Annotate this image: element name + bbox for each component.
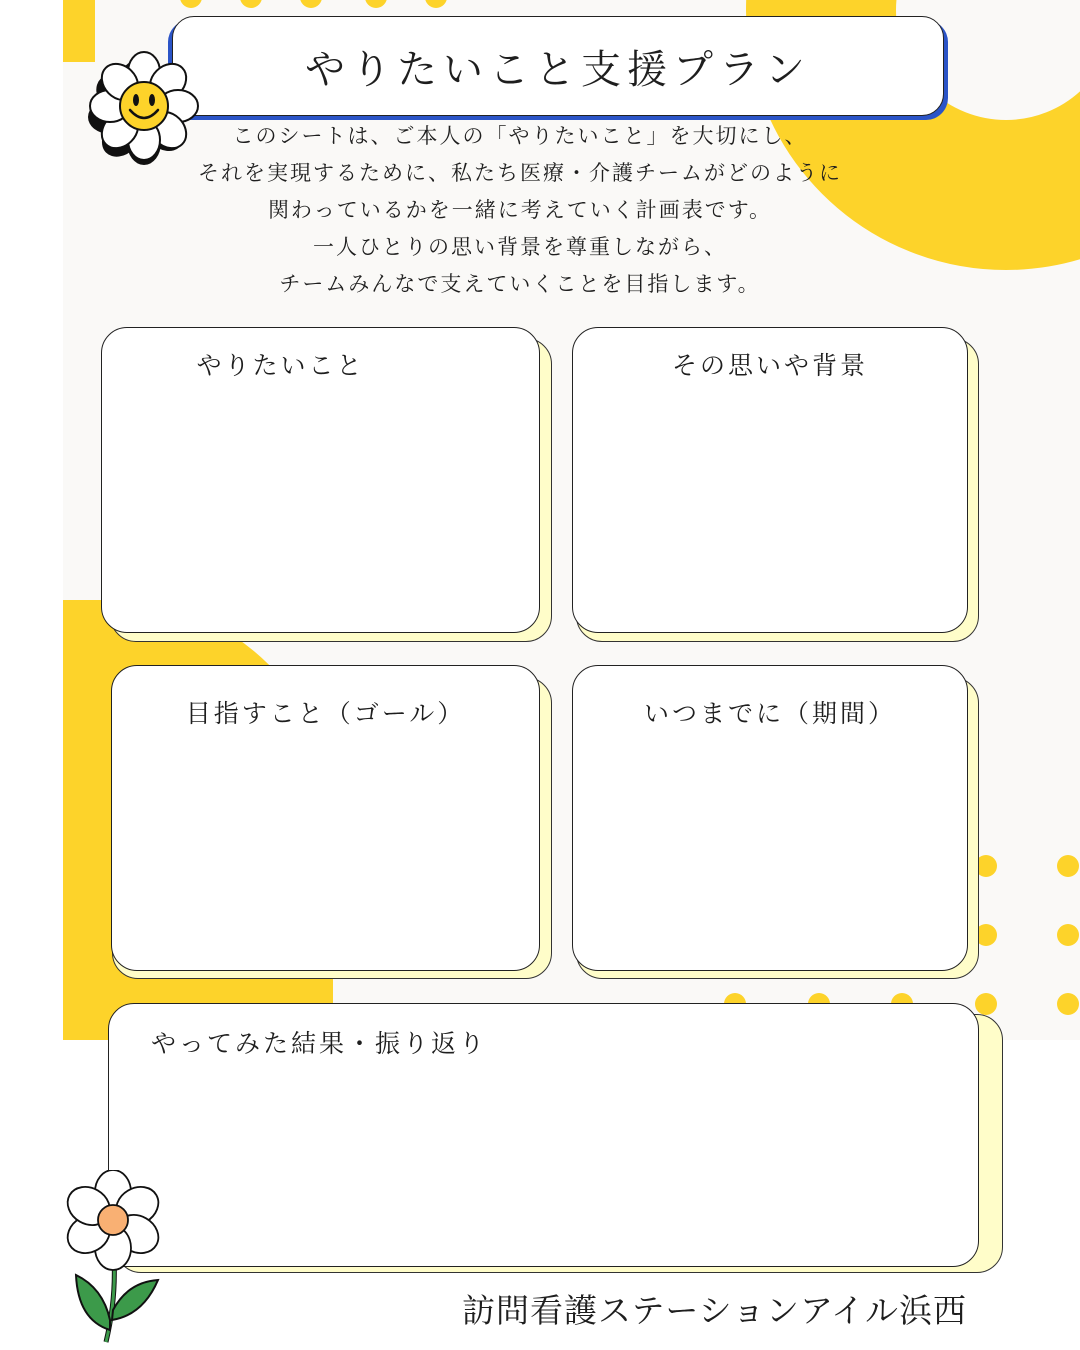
results-label: やってみた結果・振り返り [151,1029,488,1058]
page-title: やりたいこと支援プラン [305,46,811,93]
intro-text [160,118,880,303]
yellow-dot [180,0,202,8]
goal-label: 目指すこと（ゴール） [185,699,466,728]
want-card[interactable] [101,327,540,633]
footer-organization: 訪問看護ステーションアイル浜西 [462,1291,968,1330]
intro-line: このシートは、ご本人の「やりたいこと」を大切にし、 [232,124,808,148]
title-box [172,16,944,116]
intro-line: 一人ひとりの思い背景を尊重しながら、 [313,235,727,259]
goal-card[interactable] [111,665,540,971]
feelings-card[interactable] [572,327,968,633]
want-label: やりたいこと [196,351,365,380]
intro-line: それを実現するために、私たち医療・介護チームがどのように [198,161,842,185]
deadline-label: いつまでに（期間） [643,699,896,728]
yellow-dot [240,0,262,8]
deadline-card[interactable] [572,665,968,971]
yellow-dot [300,0,322,8]
daisy-flower-icon [58,1170,168,1350]
yellow-dot [975,993,997,1015]
yellow-dot [1057,855,1079,877]
feelings-label: その思いや背景 [671,351,868,380]
intro-line: チームみんなで支えていくことを目指します。 [279,272,761,296]
yellow-dot [425,0,447,8]
results-card[interactable] [108,1003,979,1267]
yellow-dot [365,0,387,8]
yellow-dot [1057,924,1079,946]
yellow-dot [1057,993,1079,1015]
intro-line: 関わっているかを一緒に考えていく計画表です。 [267,198,773,222]
